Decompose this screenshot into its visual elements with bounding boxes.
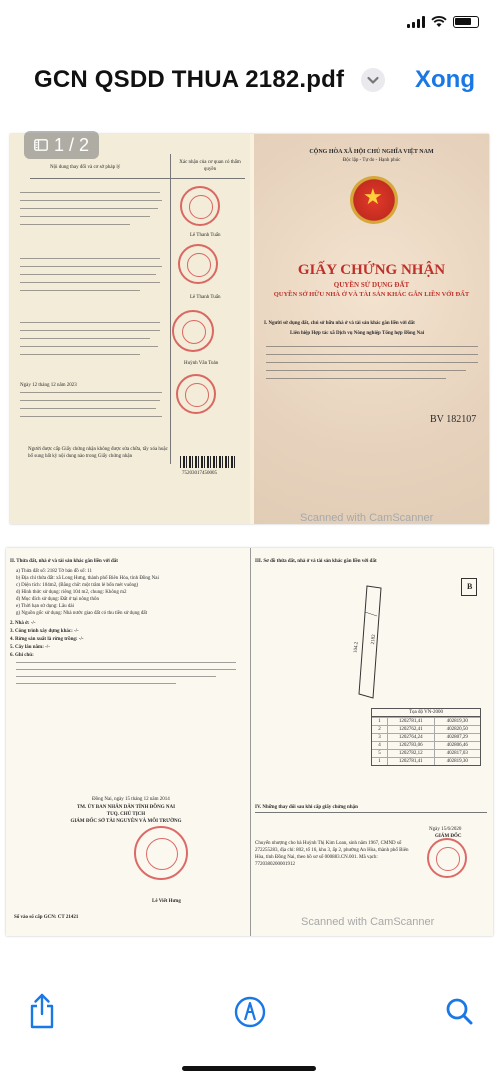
certificate-subtitle: QUYỀN SỬ DỤNG ĐẤT xyxy=(333,281,410,289)
confirm-column-header: Xác nhận của cơ quan có thẩm quyền xyxy=(179,160,241,172)
change-date: Ngày 15/6/2020 xyxy=(429,827,462,832)
issuing-authority: GIÁM ĐỐC SỞ TÀI NGUYÊN VÀ MÔI TRƯỜNG xyxy=(70,819,182,824)
entry-date: Ngày 12 tháng 12 năm 2023 xyxy=(20,383,77,388)
red-seal-stamp xyxy=(176,374,216,414)
parcel-address: b) Địa chỉ thửa đất: xã Long Hưng, thành phố Biên Hòa, tỉnh Đồng Nai xyxy=(16,576,159,581)
coordinate-row xyxy=(372,725,480,733)
cellular-signal-icon xyxy=(407,16,425,28)
pdf-page-1 xyxy=(10,134,489,524)
document-title[interactable]: GCN QSDD THUA 2182.pdf xyxy=(34,66,345,93)
header-divider xyxy=(30,178,245,179)
pdf-page-2 xyxy=(6,548,493,936)
coordinate-cell: 402817,03 xyxy=(446,751,468,756)
coordinate-cell: 1202781,41 xyxy=(388,758,435,765)
home-indicator[interactable] xyxy=(182,1066,316,1071)
certificate-back-cover xyxy=(10,134,250,524)
issuing-authority: TM. ỦY BAN NHÂN DÂN TỈNH ĐỒNG NAI xyxy=(76,805,176,810)
scanner-watermark: Scanned with CamScanner xyxy=(301,916,435,928)
signer-name: Lê Thanh Tuấn xyxy=(190,295,221,300)
forest-line: 4. Rừng sản xuất là rừng trồng: -/- xyxy=(10,637,84,642)
page-thumbnail-icon xyxy=(34,139,48,151)
coordinate-row xyxy=(372,733,480,741)
place-date: Đồng Nai, ngày 15 tháng 12 năm 2014 xyxy=(92,797,170,802)
nav-bar xyxy=(0,52,499,108)
usage-term: e) Thời hạn sử dụng: Lâu dài xyxy=(16,604,75,609)
owner-section-heading: I. Người sử dụng đất, chủ sở hữu nhà ở và tài sản khác gắn liền với đất xyxy=(264,321,415,326)
parcel-diagram-panel xyxy=(250,548,493,936)
red-seal-stamp xyxy=(427,838,467,878)
done-button[interactable]: Xong xyxy=(415,66,475,93)
coordinate-row xyxy=(372,749,480,757)
coordinate-cell: 5 xyxy=(372,750,388,757)
coordinate-cell: 1202782,12 xyxy=(388,750,435,757)
signer-name: Huỳnh Văn Toản xyxy=(184,361,219,366)
battery-icon xyxy=(453,16,479,28)
parcel-area: c) Diện tích: 104m2, (Bằng chữ: một trăm lẻ bốn mét vuông) xyxy=(16,583,139,588)
coordinate-cell: 402807,29 xyxy=(446,735,468,740)
scanner-watermark: Scanned with CamScanner xyxy=(300,512,434,524)
coordinate-cell: 4 xyxy=(372,742,388,749)
coordinate-cell: 1202764,24 xyxy=(388,734,435,741)
page-indicator[interactable] xyxy=(24,131,99,159)
red-seal-stamp xyxy=(134,826,188,880)
owner-name: Liên hiệp Hợp tác xã Dịch vụ Nông nghiệp Tổng hợp Đồng Nai xyxy=(290,331,425,336)
plot-area-label: 104.2 xyxy=(353,641,360,654)
coordinate-cell: 1202783,06 xyxy=(388,742,435,749)
search-button[interactable] xyxy=(442,992,478,1032)
perennial-line: 5. Cây lâu năm: -/- xyxy=(10,645,50,650)
coordinate-table-header: Tọa độ VN-2000 xyxy=(372,709,480,717)
markup-icon xyxy=(233,992,267,1030)
red-seal-stamp xyxy=(178,244,218,284)
coordinate-cell: 1202781,41 xyxy=(388,718,435,725)
coordinate-cell: 1202762,41 xyxy=(388,726,435,733)
changes-column-header: Nội dung thay đổi và cơ sở pháp lý xyxy=(50,165,121,170)
share-button[interactable] xyxy=(24,992,60,1032)
plot-number-label: 2182 xyxy=(371,634,377,645)
coordinate-rows xyxy=(372,717,480,765)
page-count-label: 1 / 2 xyxy=(54,134,90,155)
signer-name: Lê Thanh Tuấn xyxy=(190,233,221,238)
coordinate-row xyxy=(372,757,480,765)
status-bar xyxy=(0,0,499,48)
coordinate-table xyxy=(371,708,481,766)
document-scroll-area[interactable] xyxy=(0,122,499,952)
change-signer-title: GIÁM ĐỐC xyxy=(435,834,462,839)
certificate-serial: BV 182107 xyxy=(430,414,477,425)
coordinate-cell: 402820,50 xyxy=(446,727,468,732)
red-seal-stamp xyxy=(172,310,214,352)
national-emblem xyxy=(350,176,398,224)
section-heading: IV. Những thay đổi sau khi cấp giấy chứng nhận xyxy=(255,805,358,810)
section-heading: III. Sơ đồ thửa đất, nhà ở và tài sản khác gắn liền với đất xyxy=(255,559,377,564)
house-line: 2. Nhà ở: -/- xyxy=(10,621,36,626)
coordinate-cell: 402819,30 xyxy=(446,719,468,724)
construction-line: 3. Công trình xây dựng khác: -/- xyxy=(10,629,79,634)
change-description: Chuyển nhượng cho bà Huỳnh Thị Kim Loan, sinh năm 1967, CMND số 272255283, địa chỉ: 802, tổ 16, khu 3, ấp 2, phường An Hòa, thành phố Biên Hòa, tỉnh Đồng Nai, theo hồ sơ số 000883.CN.001. Mã vạch: 7720380200001912 xyxy=(255,841,409,867)
footer-note: Người được cấp Giấy chứng nhận không được sửa chữa, tẩy xóa hoặc bổ sung bất kỳ nội dung nào trong Giấy chứng nhận xyxy=(28,447,168,459)
coordinate-cell: 1 xyxy=(372,718,388,725)
coordinate-row xyxy=(372,717,480,725)
coordinate-cell: 3 xyxy=(372,734,388,741)
status-icons xyxy=(407,16,479,28)
markup-button[interactable] xyxy=(232,992,268,1032)
issuing-authority: TUQ. CHỦ TỊCH xyxy=(106,812,146,817)
certificate-subtitle: QUYỀN SỞ HỮU NHÀ Ở VÀ TÀI SẢN KHÁC GẮN LIỀN VỚI ĐẤT xyxy=(273,291,470,298)
coordinate-cell: 402806,46 xyxy=(446,743,468,748)
usage-purpose: đ) Mục đích sử dụng: Đất ở tại nông thôn xyxy=(16,597,99,602)
barcode xyxy=(180,456,236,468)
chevron-down-icon[interactable] xyxy=(361,68,385,92)
usage-form: d) Hình thức sử dụng: riêng 104 m2, chung: Không m2 xyxy=(16,590,127,595)
column-divider xyxy=(170,154,171,464)
red-seal-stamp xyxy=(180,186,220,226)
director-name: Lê Viết Hưng xyxy=(152,899,181,904)
section-heading: II. Thửa đất, nhà ở và tài sản khác gắn liền với đất xyxy=(10,559,118,564)
coordinate-cell: 402819,30 xyxy=(446,759,468,764)
national-motto: Độc lập - Tự do - Hạnh phúc xyxy=(342,158,401,163)
north-arrow: B xyxy=(461,578,477,596)
national-title: CỘNG HÒA XÃ HỘI CHỦ NGHĨA VIỆT NAM xyxy=(309,149,434,155)
certificate-front-cover xyxy=(254,134,489,524)
barcode-number: 75203017450005 xyxy=(182,471,217,476)
registration-number: Số vào sổ cấp GCN: CT 21421 xyxy=(14,915,79,920)
search-icon xyxy=(443,992,477,1030)
share-icon xyxy=(26,992,58,1030)
coordinate-row xyxy=(372,741,480,749)
certificate-title: GIẤY CHỨNG NHẬN xyxy=(297,262,446,278)
usage-origin: g) Nguồn gốc sử dụng: Nhà nước giao đất có thu tiền sử dụng đất xyxy=(16,611,148,616)
wifi-icon xyxy=(431,16,447,28)
notes-line: 6. Ghi chú: xyxy=(10,653,34,658)
parcel-details-panel xyxy=(6,548,246,936)
coordinate-cell: 1 xyxy=(372,758,388,765)
parcel-number: a) Thửa đất số: 2182 Tờ bản đồ số: 11 xyxy=(16,569,92,574)
bottom-toolbar xyxy=(0,982,499,1052)
coordinate-cell: 2 xyxy=(372,726,388,733)
